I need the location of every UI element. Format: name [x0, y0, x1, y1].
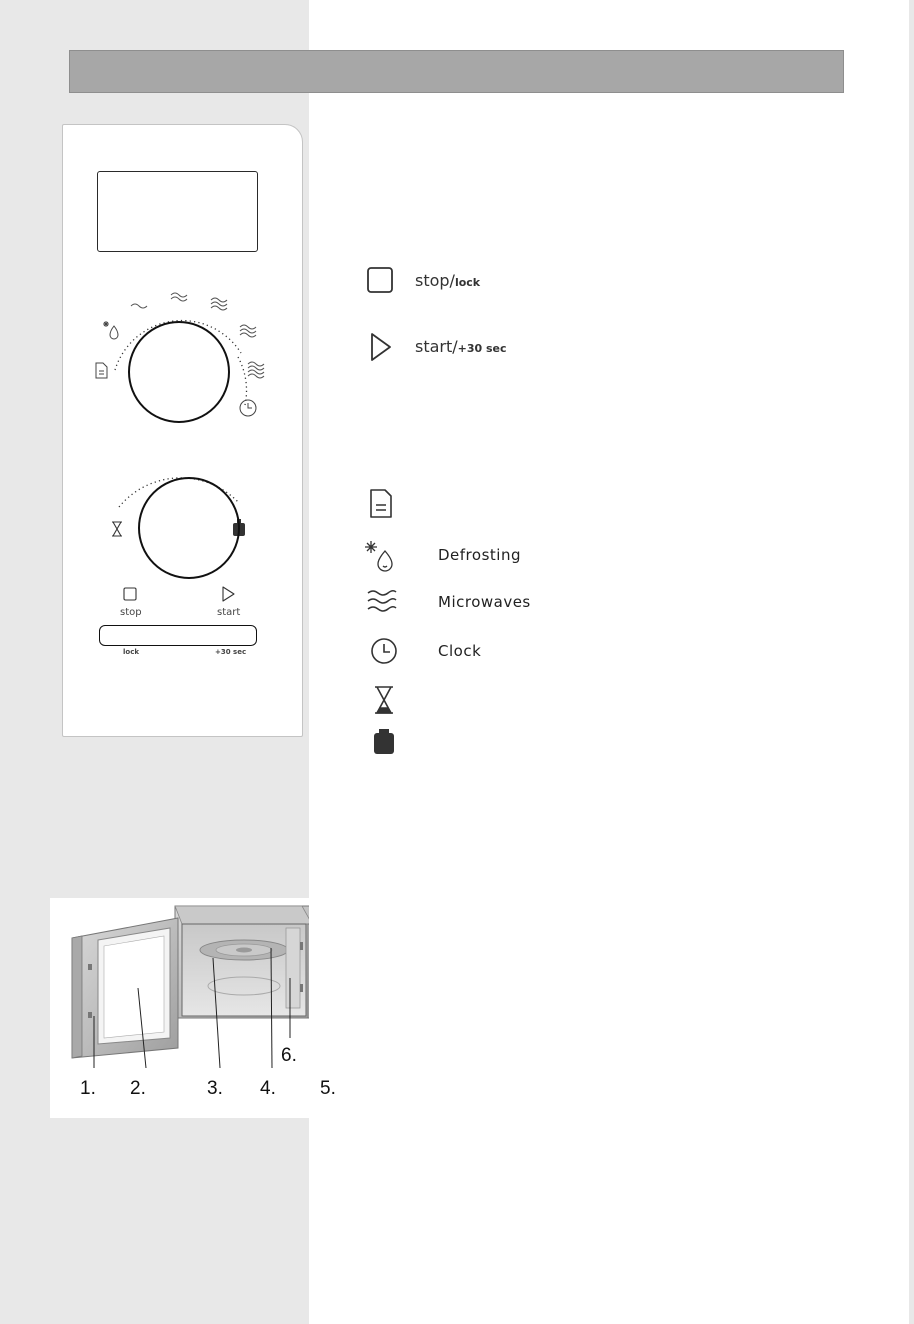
stop-square-small-icon [124, 588, 136, 600]
defrost-small-icon [103, 321, 118, 339]
function-knob [128, 321, 230, 423]
hourglass-small-icon [112, 522, 122, 536]
stop-label: stop/ [415, 270, 455, 290]
hourglass-icon [364, 684, 398, 718]
clock-small-icon [240, 400, 256, 416]
section-header-bar [69, 50, 844, 93]
document-icon [364, 487, 398, 521]
control-panel-illustration [62, 124, 303, 737]
oven-part-6: 6. [281, 1045, 297, 1066]
lock-label: lock [454, 275, 481, 289]
stop-lock-row [366, 266, 480, 294]
oven-part-3: 3. [207, 1078, 223, 1099]
start-row [366, 330, 507, 362]
panel-plus30-label: +30 sec [215, 648, 247, 656]
weight-icon [364, 724, 398, 758]
oven-illustration [50, 898, 336, 1118]
panel-bar-button [99, 625, 257, 646]
square-stop-icon [366, 266, 394, 294]
defrosting-label: Defrosting [438, 546, 521, 564]
defrost-icon [364, 539, 398, 573]
oven-part-1: 1. [80, 1078, 96, 1099]
plus30-label: +30 sec [457, 341, 507, 355]
panel-start-label: start [217, 607, 241, 618]
timer-weight-knob [138, 477, 240, 579]
oven-part-5: 5. [320, 1078, 336, 1099]
document-small-icon [96, 363, 107, 378]
panel-dial-markings [63, 125, 304, 738]
panel-lock-label: lock [123, 648, 140, 656]
top-dial-dotted-arc-right [238, 357, 247, 405]
triangle-start-icon [366, 330, 394, 362]
oven-part-2: 2. [130, 1078, 146, 1099]
start-label: start/ [415, 336, 458, 356]
microwaves-label: Microwaves [438, 593, 531, 611]
clock-icon [364, 634, 398, 668]
microwaves-icon [364, 585, 398, 619]
oven-part-4: 4. [260, 1078, 276, 1099]
start-triangle-small-icon [223, 587, 234, 601]
clock-label: Clock [438, 642, 482, 660]
right-gray-edge [909, 0, 914, 1324]
panel-stop-label: stop [120, 607, 142, 618]
